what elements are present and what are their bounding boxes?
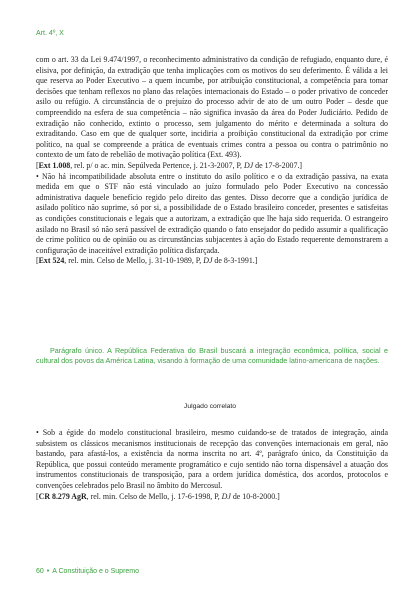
jurisprudence-block-2 xyxy=(36,428,388,502)
section-title: Julgado correlato xyxy=(183,403,237,410)
citation-cr-8279: [CR 8.279 AgR, rel. min. Celso de Mello, j. 17-6-1998, P, DJ de 10-8-2000.] xyxy=(36,491,280,501)
journal-abbrev: DJ xyxy=(203,256,213,266)
page-number: 60 xyxy=(36,568,44,575)
citation-ext-524: [Ext 524, rel. min. Celso de Mello, j. 31-10-1989, P, DJ de 8-3-1991.] xyxy=(36,256,258,266)
jurisprudence-block-1 xyxy=(36,55,388,267)
book-title: A Constituição e o Supremo xyxy=(52,568,140,575)
footer-separator: • xyxy=(46,568,50,575)
paragraph-asylum-extradition: • Não há incompatibilidade absoluta entre o instituto do asilo político e o da extradição passiva, na exata medida em que o STF não está vinculado ao juízo formulado pelo Poder Executivo na concessão administrativa daquele benefício regido pelo direito das gentes. Disso decorre que a condição jurídica de asilado político não suprime, só por si, a possibilidade de o Estado brasileiro conceder, presentes e satisfeitas as condições constitucionais e legais que a autorizam, a extradição que lhe haja sido requerida. O estrangeiro asilado no Brasil só não será passível de extradição quando o fato ensejador do pedido assumir a qualificação de crime político ou de opinião ou as circunstâncias subjacentes à ação do Estado requerente demonstrarem a configuração de inaceitável extradição política disfarçada. xyxy=(36,171,388,255)
paragraph-refugee-extradition: com o art. 33 da Lei 9.474/1997, o reconhecimento administrativo da condição de refugiado, enquanto dure, é elisiva, por definição, da extradição que tenha implicações com os motivos do seu deferimento. É válida a lei que reserva ao Poder Executivo – a quem incumbe, por atribuição constitucional, a competência para tomar decisões que tenham reflexos no plano das relações internacionais do Estado – o poder privativo de conceder asilo ou refúgio. A circunstância de o prejuízo do processo advir de ato de um outro Poder – desde que compreendido na esfera de sua competência – não significa invasão da área do Poder Judiciário. Pedido de extradição não conhecido, extinto o processo, sem julgamento do mérito e determinada a soltura do extraditando. Caso em que de qualquer sorte, incidiria a proibição constitucional da extradição por crime político, na qual se compreende a prática de eventuais crimes contra a pessoa ou contra o patrimônio no contexto de um fato de rebelião de motivação política (Ext. 493). xyxy=(36,55,388,160)
case-number: Ext 524 xyxy=(38,256,65,266)
journal-abbrev: DJ xyxy=(221,491,231,501)
constitution-article-text xyxy=(36,346,388,366)
case-number: CR 8.279 AgR xyxy=(38,491,87,501)
paragraph-mercosul-treaties: • Sob a égide do modelo constitucional brasileiro, mesmo cuidando-se de tratados de integração, ainda subsistem os clássicos mecanismos institucionais de recepção das convenções internacionais em geral, não bastando, para afastá-los, a existência da norma inscrita no art. 4º, parágrafo único, da Constituição da República, que possui conteúdo meramente programático e cujo sentido não torna dispensável a atuação dos instrumentos constitucionais de transposição, para a ordem jurídica doméstica, dos acordos, protocolos e convenções celebrados pelo Brasil no âmbito do Mercosul. xyxy=(36,428,388,490)
citation-ext-1008: [Ext 1.008, rel. p/ o ac. min. Sepúlveda Pertence, j. 21-3-2007, P, DJ de 17-8-2007.] xyxy=(36,160,303,170)
journal-abbrev: DJ xyxy=(243,160,254,170)
running-head: Art. 4º, X xyxy=(36,30,64,37)
article-paragrafo-unico: Parágrafo único. A República Federativa do Brasil buscará a integração econômica, política, social e cultural dos povos da América Latina, visando à formação de uma comunidade latino-americana de nações. xyxy=(36,346,388,365)
page-footer xyxy=(36,568,139,575)
case-number: Ext 1.008 xyxy=(38,160,71,170)
